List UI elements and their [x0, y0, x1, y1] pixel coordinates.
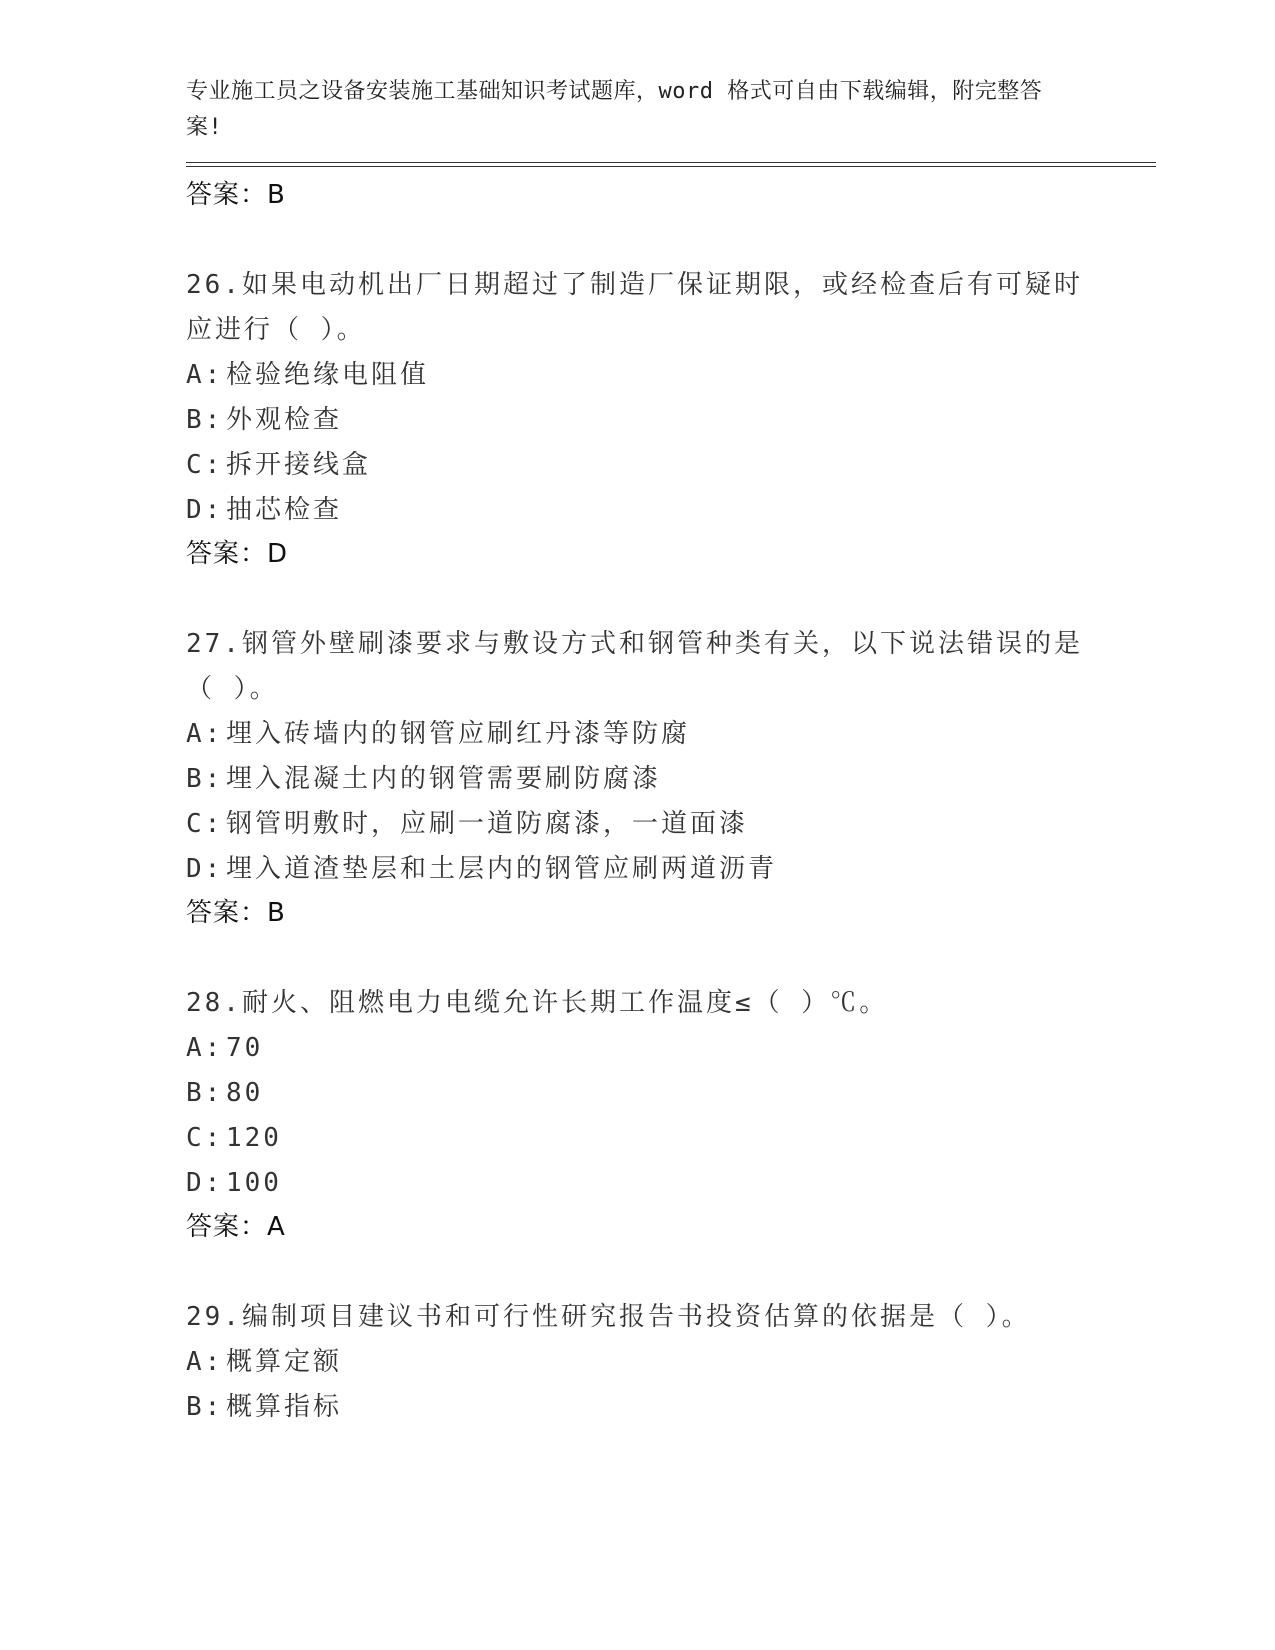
option-label: D: [186, 495, 224, 525]
option-label: B: [186, 764, 224, 794]
option-label: D: [186, 1168, 224, 1198]
page-header: 专业施工员之设备安装施工基础知识考试题库，word 格式可自由下载编辑，附完整答案! [186, 79, 1043, 140]
option-label: A: [186, 1033, 224, 1063]
option-text: 概算定额 [226, 1347, 343, 1377]
option-text: 埋入混凝土内的钢管需要刷防腐漆 [226, 764, 662, 794]
option-c [186, 802, 1156, 847]
question-28 [186, 981, 1156, 1245]
divider-line-thick [186, 166, 1156, 167]
option-label: C: [186, 1123, 224, 1153]
document-page [186, 74, 1156, 1430]
option-b [186, 398, 1156, 443]
answer: 答案：D [186, 539, 289, 569]
option-b [186, 1071, 1156, 1116]
option-text: 拆开接线盒 [226, 450, 372, 480]
option-a [186, 353, 1156, 398]
option-label: B: [186, 405, 224, 435]
previous-answer: 答案：B [186, 180, 286, 210]
header-divider [186, 162, 1156, 167]
option-label: C: [186, 809, 224, 839]
option-a [186, 1026, 1156, 1071]
option-text: 埋入砖墙内的钢管应刷红丹漆等防腐 [226, 719, 691, 749]
question-29 [186, 1295, 1156, 1430]
option-text: 70 [226, 1033, 264, 1063]
question-stem: 28.耐火、阻燃电力电缆允许长期工作温度≤（ ）℃。 [186, 988, 889, 1018]
option-label: B: [186, 1078, 224, 1108]
option-d [186, 1161, 1156, 1206]
option-d [186, 847, 1156, 892]
option-text: 埋入道渣垫层和土层内的钢管应刷两道沥青 [226, 854, 778, 884]
option-label: B: [186, 1392, 224, 1422]
option-a [186, 712, 1156, 757]
option-label: D: [186, 854, 224, 884]
option-a [186, 1340, 1156, 1385]
divider-line-thin [186, 162, 1156, 163]
question-stem: 26.如果电动机出厂日期超过了制造厂保证期限，或经检查后有可疑时应进行（ ）。 [186, 270, 1083, 345]
option-c [186, 443, 1156, 488]
option-label: C: [186, 450, 224, 480]
question-27 [186, 622, 1156, 931]
answer: 答案：B [186, 898, 286, 928]
option-text: 抽芯检查 [226, 495, 343, 525]
option-text: 80 [226, 1078, 264, 1108]
option-b [186, 757, 1156, 802]
option-text: 100 [226, 1168, 282, 1198]
option-label: A: [186, 719, 224, 749]
answer: 答案：A [186, 1212, 286, 1242]
option-text: 检验绝缘电阻值 [226, 360, 430, 390]
option-text: 钢管明敷时，应刷一道防腐漆，一道面漆 [226, 809, 749, 839]
question-26 [186, 263, 1156, 572]
option-text: 概算指标 [226, 1392, 343, 1422]
question-stem: 27.钢管外壁刷漆要求与敷设方式和钢管种类有关，以下说法错误的是（ ）。 [186, 629, 1083, 704]
option-text: 120 [226, 1123, 282, 1153]
option-c [186, 1116, 1156, 1161]
question-stem: 29.编制项目建议书和可行性研究报告书投资估算的依据是（ ）。 [186, 1302, 1031, 1332]
option-label: A: [186, 1347, 224, 1377]
option-b [186, 1385, 1156, 1430]
option-text: 外观检查 [226, 405, 343, 435]
option-d [186, 488, 1156, 533]
option-label: A: [186, 360, 224, 390]
